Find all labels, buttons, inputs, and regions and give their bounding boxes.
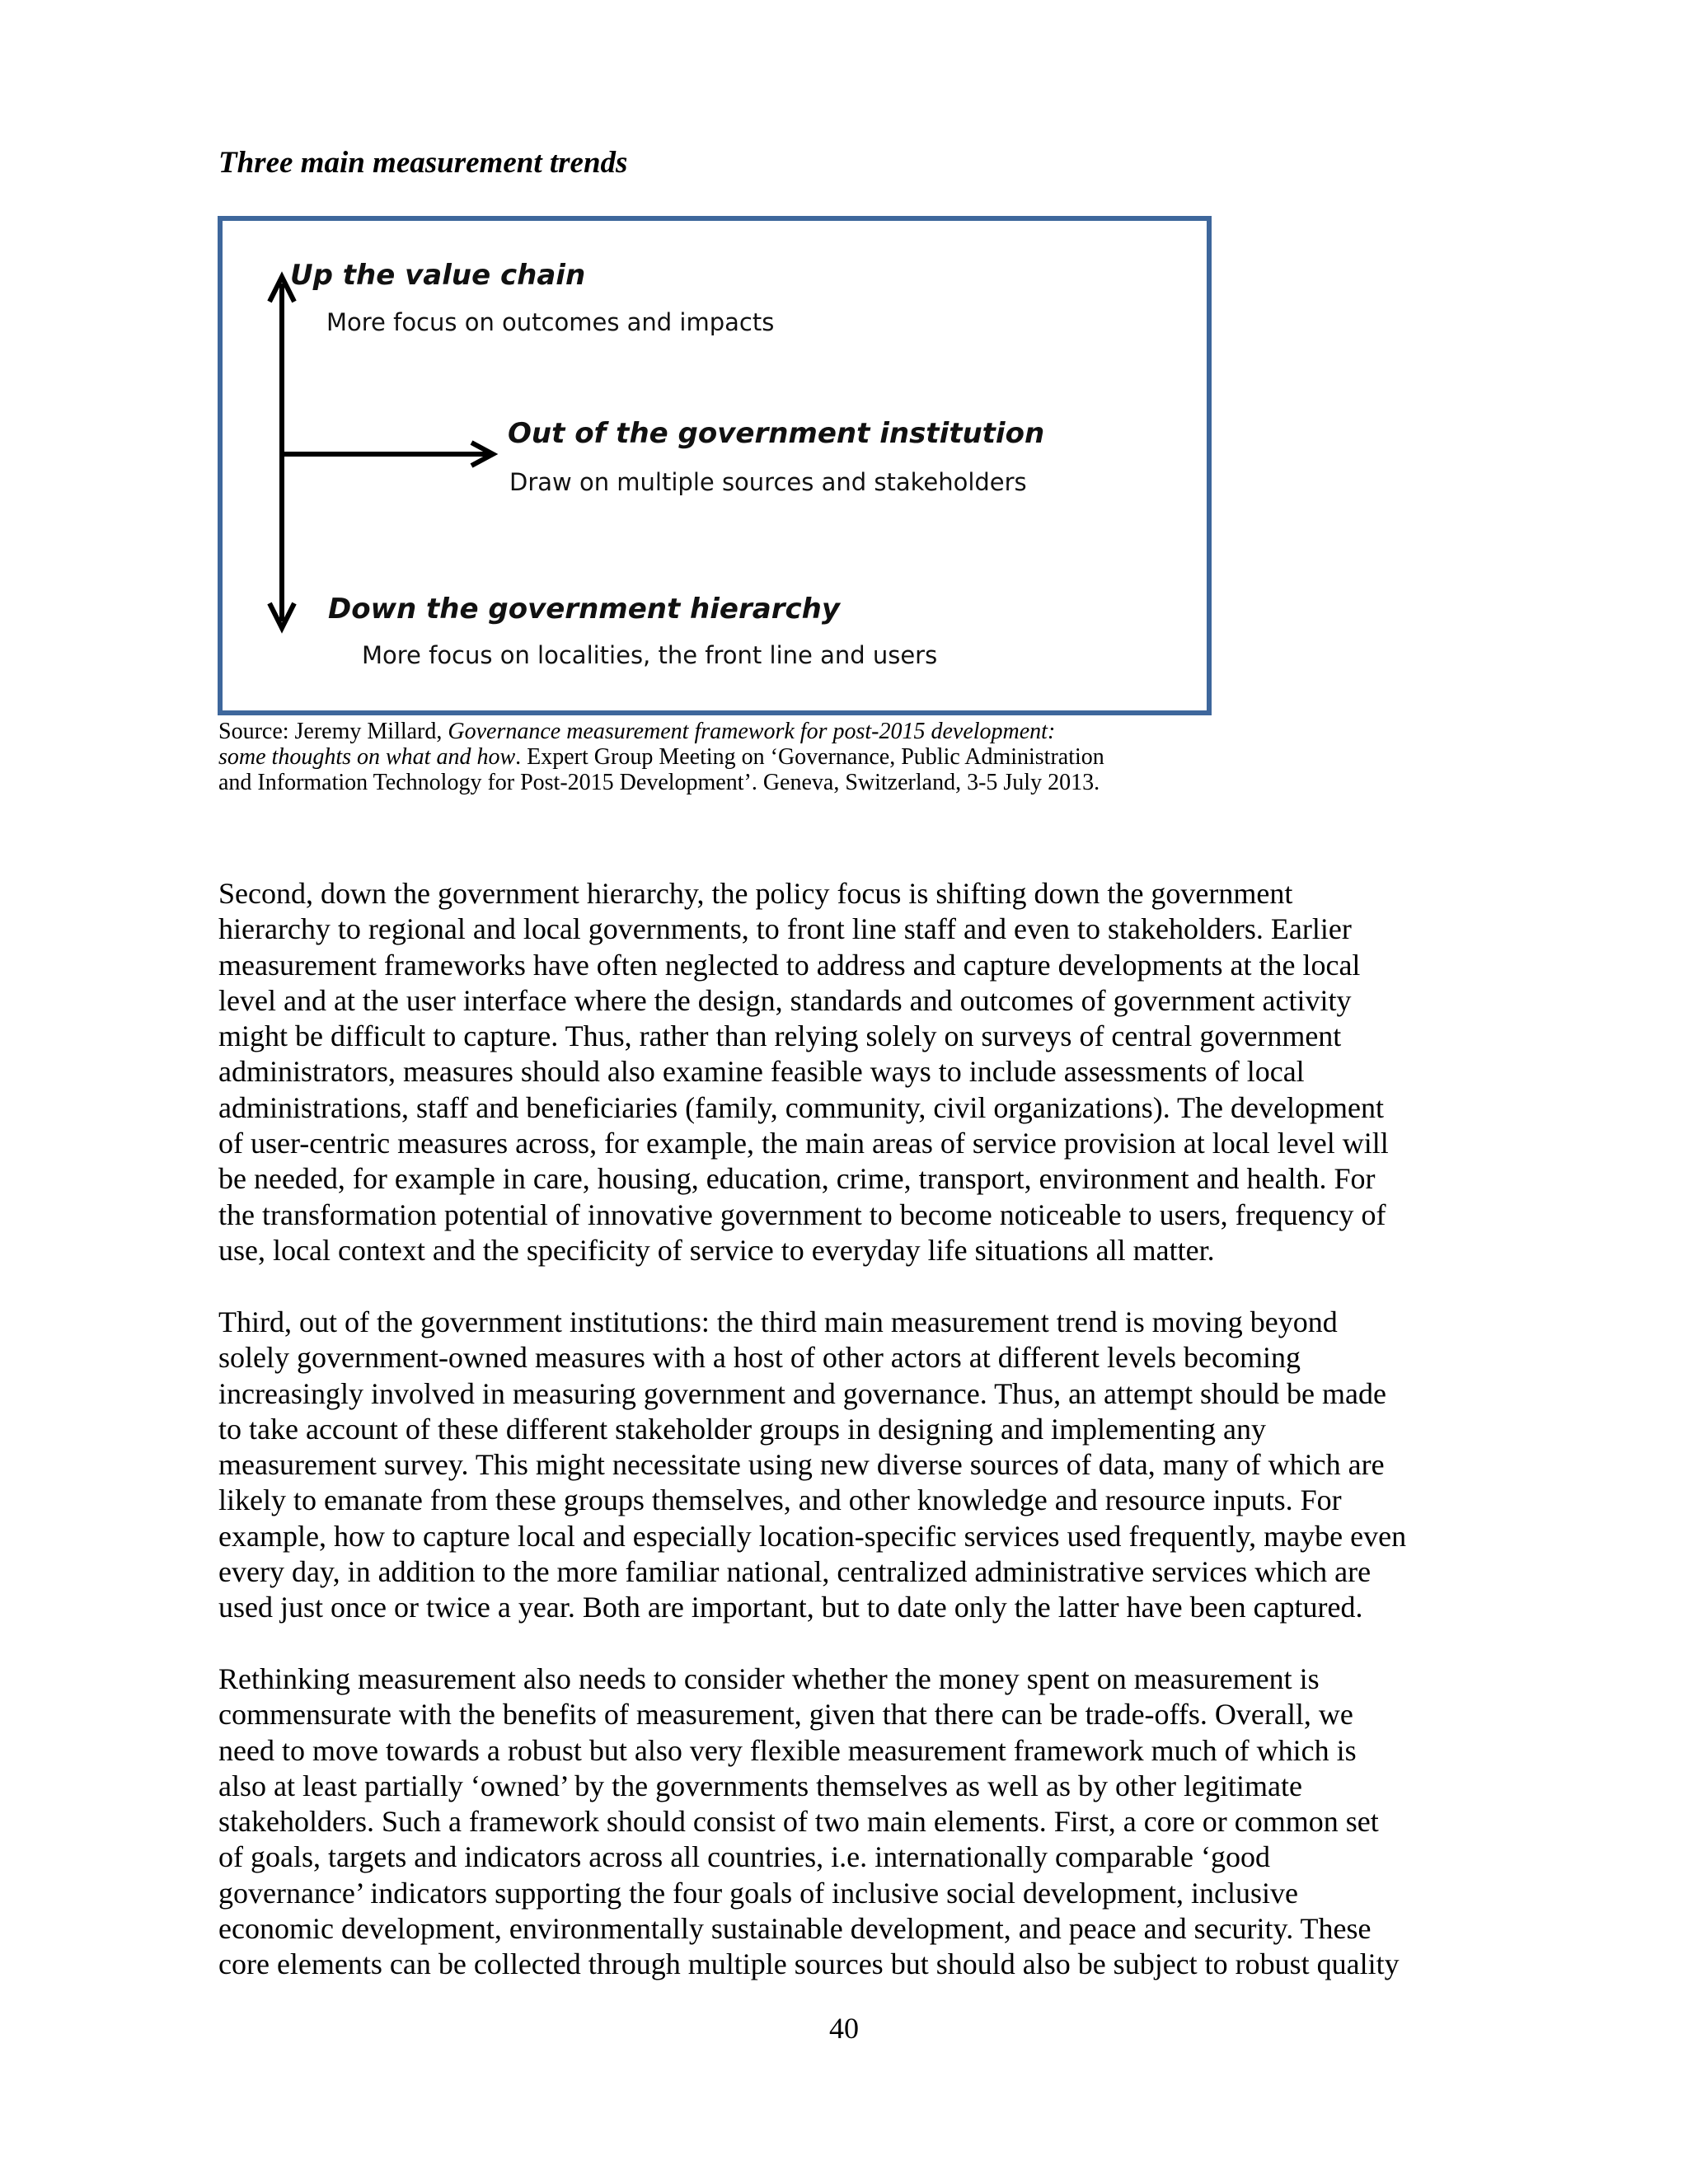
out-subtitle: Draw on multiple sources and stakeholders [509, 468, 1027, 496]
source-meeting: . Expert Group Meeting on ‘Governance, Public Administration [515, 744, 1104, 770]
source-line [218, 744, 1232, 770]
text-line: increasingly involved in measuring government and governance. Thus, an attempt should be made [218, 1376, 1386, 1410]
text-line: Second, down the government hierarchy, the policy focus is shifting down the government [218, 877, 1293, 910]
text-line: solely government-owned measures with a host of other actors at different levels becoming [218, 1341, 1301, 1375]
text-line: level and at the user interface where the design, standards and outcomes of government activity [218, 983, 1352, 1017]
section-heading: Three main measurement trends [218, 146, 628, 180]
text-line: economic development, environmentally sustainable development, and peace and security. These [218, 1912, 1372, 1946]
text-line: example, how to capture local and especially location-specific services used frequently, maybe even [218, 1519, 1407, 1553]
paragraph-rethinking [218, 1661, 1488, 1983]
arrow-diagram [223, 221, 1207, 710]
text-line: likely to emanate from these groups themselves, and other knowledge and resource inputs. For [218, 1483, 1342, 1517]
out-title: Out of the government institution [508, 417, 1045, 450]
text-line: core elements can be collected through multiple sources but should also be subject to robust quality [218, 1947, 1400, 1981]
text-line: of goals, targets and indicators across all countries, i.e. internationally comparable ‘good [218, 1840, 1270, 1874]
text-line: Third, out of the government institutions: the third main measurement trend is moving beyond [218, 1305, 1338, 1338]
text-line: Rethinking measurement also needs to consider whether the money spent on measurement is [218, 1662, 1320, 1695]
text-line: use, local context and the specificity of service to everyday life situations all matter. [218, 1233, 1215, 1267]
source-title-part2: some thoughts on what and how [218, 744, 516, 770]
down-subtitle: More focus on localities, the front line and users [362, 641, 938, 669]
source-title-part1: Governance measurement framework for post-2015 development: [448, 719, 1056, 744]
text-line: stakeholders. Such a framework should consist of two main elements. First, a core or common set [218, 1805, 1379, 1839]
trends-diagram [218, 216, 1212, 715]
paragraph-third [218, 1305, 1488, 1626]
text-line: governance’ indicators supporting the four goals of inclusive social development, inclusive [218, 1876, 1298, 1910]
text-line: of user-centric measures across, for example, the main areas of service provision at local level will [218, 1127, 1389, 1160]
text-line: hierarchy to regional and local governments, to front line staff and even to stakeholders. Earlier [218, 912, 1352, 946]
text-line: used just once or twice a year. Both are important, but to date only the latter have been captured. [218, 1591, 1363, 1624]
source-prefix: Source: Jeremy Millard, [218, 719, 448, 744]
source-line: and Information Technology for Post-2015 Development’. Geneva, Switzerland, 3-5 July 2013. [218, 770, 1100, 795]
figure-source-note [218, 719, 1232, 795]
text-line: measurement frameworks have often neglected to address and capture developments at the local [218, 948, 1361, 982]
text-line: might be difficult to capture. Thus, rather than relying solely on surveys of central government [218, 1019, 1342, 1053]
text-line: administrations, staff and beneficiaries (family, community, civil organizations). The development [218, 1090, 1384, 1124]
down-title: Down the government hierarchy [328, 593, 840, 626]
text-line: every day, in addition to the more familiar national, centralized administrative services which are [218, 1555, 1372, 1589]
up-title: Up the value chain [290, 259, 586, 292]
paragraph-second [218, 876, 1488, 1268]
text-line: the transformation potential of innovative government to become noticeable to users, frequency of [218, 1197, 1386, 1231]
text-line: be needed, for example in care, housing, education, crime, transport, environment and health. For [218, 1162, 1376, 1196]
text-line: administrators, measures should also examine feasible ways to include assessments of local [218, 1055, 1305, 1089]
source-line [218, 719, 1232, 744]
page-number: 40 [829, 2012, 859, 2045]
up-subtitle: More focus on outcomes and impacts [326, 308, 775, 336]
text-line: need to move towards a robust but also very flexible measurement framework much of which is [218, 1733, 1357, 1767]
text-line: measurement survey. This might necessitate using new diverse sources of data, many of which are [218, 1448, 1385, 1482]
text-line: also at least partially ‘owned’ by the governments themselves as well as by other legitimate [218, 1769, 1302, 1802]
text-line: commensurate with the benefits of measurement, given that there can be trade-offs. Overall, we [218, 1698, 1353, 1732]
text-line: to take account of these different stakeholder groups in designing and implementing any [218, 1412, 1266, 1446]
